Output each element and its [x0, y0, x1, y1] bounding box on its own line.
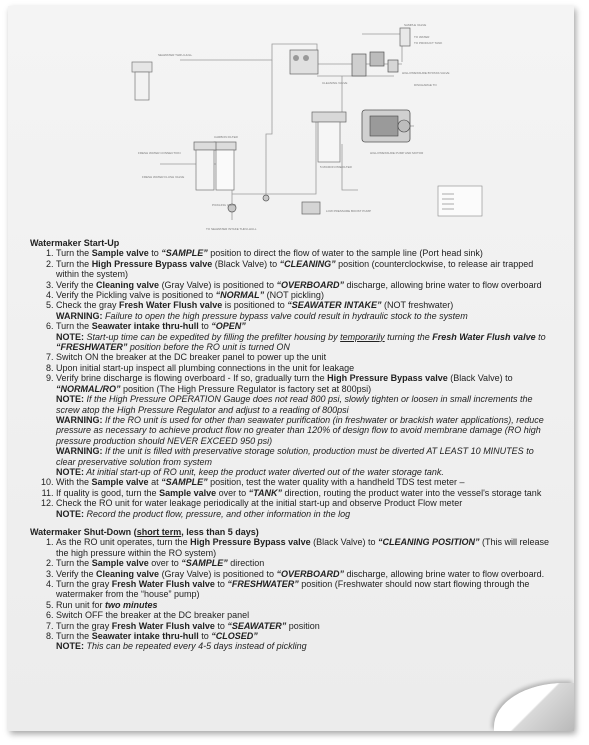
list-item: 5. Check the gray Fresh Water Flush valve is positioned to “SEAWATER INTAKE” (NOT freshwater) WARNING: Failure to open the high pressure bypass valve could result in hydraulic stock to the system: [56, 300, 550, 321]
list-item: 3. Verify the Cleaning valve (Gray Valve) is positioned to “OVERBOARD” discharge, allowing brine water to flow overboard.: [56, 569, 550, 579]
list-item: 7. Turn the gray Fresh Water Flush valve to “SEAWATER” position: [56, 621, 550, 631]
list-item: 8. Turn the Seawater intake thru-hull to “CLOSED” NOTE: This can be repeated every 4-5 days instead of pickling: [56, 631, 550, 652]
plumbing-diagram: [102, 14, 498, 236]
list-item: 9. Verify brine discharge is flowing overboard - If so, gradually turn the High Pressure Bypass valve (Black Valve) to “NORMAL/RO” position (The High Pressure Regulator is factory set at 800psi) NOTE: If the High Pressure OPERATION Gauge does not read 800 psi, slowly tighten or loosen in small increments the screw atop the High Pressure Regulator and adjust to a reading of 800psi WARNING: If the RO unit is used for other than seawater purification (in freshwater or brackish water applications), reduce pressure as necessary to achieve product flow no greater than 120% of design flow to avoid membrane damage (RO high pressure production should NEVER EXCEED 950 psi) WARNING: If the unit is filled with preservative storage solution, production must be diverted AT LEAST 10 MINUTES to clear preservative solution from system NOTE: At initial start-up of RO unit, keep the product water diverted out of the water storage tank.: [56, 373, 550, 477]
label-discharge: DISCHARGE TO: [414, 83, 437, 87]
label-cleaning-valve: CLEANING VALVE: [322, 81, 348, 85]
list-item: 2. Turn the Sample valve over to “SAMPLE” direction: [56, 558, 550, 568]
label-booster-pump: LOW PRESSURE BOOST PUMP: [326, 209, 371, 213]
list-item: 6. Turn the Seawater intake thru-hull to “OPEN” NOTE: Start-up time can be expedited by filling the prefilter housing by temporarily turning the Fresh Water Flush valve to “FRESHWATER” position before the RO unit is turned ON: [56, 321, 550, 352]
label-high-pressure-bypass: HIGH PRESSURE BYPASS VALVE: [402, 71, 450, 75]
list-item: 2. Turn the High Pressure Bypass valve (Black Valve) to “CLEANING” position (counterclockwise, to release air trapped within the system): [56, 259, 550, 280]
instructions-body: [30, 236, 550, 652]
label-to-water: TO WATER: [414, 35, 430, 39]
label-seawater-thru-hull: SEAWATER THRU-HULL: [158, 53, 193, 57]
shutdown-steps: [30, 537, 550, 651]
document-sheet: [8, 6, 574, 731]
plumbing-diagram-svg: [102, 14, 498, 236]
list-item: 11. If quality is good, turn the Sample valve over to “TANK” direction, routing the product water into the vessel's storage tank: [56, 488, 550, 498]
label-high-pressure-pump: HIGH PRESSURE PUMP AND MOTOR: [370, 151, 424, 155]
startup-steps: [30, 248, 550, 519]
list-item: 1. As the RO unit operates, turn the High Pressure Bypass valve (Black Valve) to “CLEANING POSITION” (This will release the high pressure within the RO system): [56, 537, 550, 558]
list-item: 5. Run unit for two minutes: [56, 600, 550, 610]
label-sample-valve: SAMPLE VALVE: [404, 23, 427, 27]
label-to-product-tank: TO PRODUCT TANK: [414, 41, 443, 45]
list-item: 1. Turn the Sample valve to “SAMPLE” position to direct the flow of water to the sample line (Port head sink): [56, 248, 550, 258]
list-item: 4. Turn the gray Fresh Water Flush valve to “FRESHWATER” position (Freshwater should now start flowing through the watermaker from the “house” pump): [56, 579, 550, 600]
page-curl: [494, 683, 574, 731]
list-item: 3. Verify the Cleaning valve (Gray Valve) is positioned to “OVERBOARD” discharge, allowing brine water to flow overboard: [56, 280, 550, 290]
list-item: 4. Verify the Pickling valve is positioned to “NORMAL” (NOT pickling): [56, 290, 550, 300]
list-item: 8. Upon initial start-up inspect all plumbing connections in the unit for leakage: [56, 363, 550, 373]
label-fresh-water-flush: FRESH WATER FLUSH VALVE: [142, 175, 185, 179]
label-prefilter: 5 MICRON PREFILTER: [320, 165, 352, 169]
startup-title: Watermaker Start-Up: [30, 238, 120, 248]
label-pickling-valve: PICKLING VALVE: [212, 203, 237, 207]
list-item: 6. Switch OFF the breaker at the DC breaker panel: [56, 610, 550, 620]
shutdown-title: Watermaker Shut-Down (short term, less than 5 days): [30, 526, 259, 537]
list-item: 7. Switch ON the breaker at the DC breaker panel to power up the unit: [56, 352, 550, 362]
list-item: 12. Check the RO unit for water leakage periodically at the initial start-up and observe Product Flow meter NOTE: Record the product flow, pressure, and other information in the log: [56, 498, 550, 519]
label-carbon-filter: CARBON FILTER: [214, 135, 238, 139]
list-item: 10. With the Sample valve at “SAMPLE” position, test the water quality with a handheld TDS test meter –: [56, 477, 550, 487]
label-seawater-inlet: TO SEAWATER INTAKE THRU-HULL: [206, 227, 257, 231]
label-fresh-water-connection: FRESH WATER CONNECTION: [138, 151, 181, 155]
